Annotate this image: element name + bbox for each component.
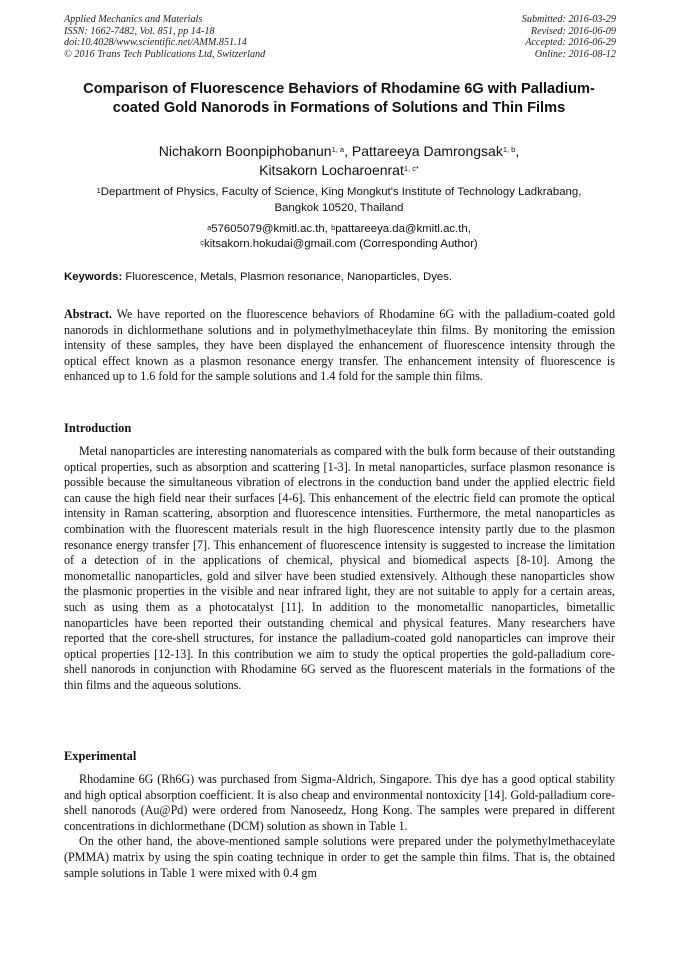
author-list: Nichakorn Boonpiphobanun$^{1, a}$, Pattareeya Damrongsak$^{1, b}$, Kitsakorn Locharoenrat$^{1, c*}$ <box>158 143 520 178</box>
journal-copyright: © 2016 Trans Tech Publications Ltd, Switzerland <box>64 48 266 60</box>
author-superscript: 1, a <box>331 145 345 154</box>
author-superscript: 1, b <box>502 145 516 154</box>
author-name: Pattareeya Damrongsak <box>351 143 503 159</box>
abstract-text: We have reported on the fluorescence behaviors of Rhodamine 6G with the palladium-coated gold nanorods in dichlormethane solutions and in polymethylmethaceylate thin films. By monitoring the emission intensity of these samples, they have been displayed the enhancement of fluorescence intensity through the optical effect known as a plasmon resonance energy transfer. The enhancement intensity of fluorescence is enhanced up to 1.6 fold for the sample solutions and 1.4 fold for the sample thin films. <box>64 307 615 384</box>
email-superscript: b <box>331 223 336 232</box>
affiliation-superscript: 1 <box>96 186 101 195</box>
introduction-paragraph: Metal nanoparticles are interesting nanomaterials as compared with the bulk form because of their outstanding optical properties, such as absorption and scattering [1-3]. In metal nanoparticles, surface plasmon resonance is possible because the simultaneous vibration of electrons in the conduction band under the applied electric field can cause the high field near their surfaces [4-6]. This enhancement of the electric field can promote the optical intensity in Raman scattering, absorption and fluorescence intensities. Furthermore, the metal nanoparticles as combination with the fluorescent materials result in the high fluorescence intensity partly due to the plasmon resonance energy transfer [7]. This enhancement of fluorescence intensity is suggested to increase the limitation of a detection of in the applications of chemical, physical and biomedical aspects [8-10]. Among the monometallic nanoparticles, gold and silver have been studied extensively. Although these nanoparticles show the plasmonic properties in the visible and near infrared light, they are not suitable to apply for a certain areas, such as using them as a photocatalyst [11]. In addition to the monometallic nanoparticles, bimetallic nanoparticles have been reported their outstanding chemical and physical features. Many researchers have reported that the core-shell structures, for instance the palladium-coated gold nanoparticles can improve their optical properties [12-13]. In this contribution we aim to study the optical properties the gold-palladium core-shell nanorods in conjunction with Rhodamine 6G served as the fluorescent materials in the formations of the thin films and the aqueous solutions. <box>64 444 615 692</box>
keywords-label: Keywords: <box>64 271 123 283</box>
journal-header-right <box>522 14 616 60</box>
experimental-paragraph-1: Rhodamine 6G (Rh6G) was purchased from Sigma-Aldrich, Singapore. This dye has a good optical stability and high optical absorption coefficient. It is also cheap and environmental nontoxicity [14]. Gold-palladium core-shell nanorods (Au@Pd) were ordered from Nanoseedz, Hong Kong. The samples were prepared in different concentrations in dichlormethane (DCM) solution as shown in Table 1. <box>64 772 615 833</box>
email-superscript: c <box>200 238 205 247</box>
experimental-paragraph-2: On the other hand, the above-mentioned sample solutions were prepared under the polymethylmethaceylate (PMMA) matrix by using the spin coating technique in order to get the sample thin films. That is, the obtained sample solutions in Table 1 were mixed with 0.4 gm <box>64 834 615 880</box>
author-name: Nichakorn Boonpiphobanun <box>158 143 332 159</box>
introduction-heading: Introduction <box>64 421 132 435</box>
email-link[interactable]: kitsakorn.hokudai@gmail.com (Corresponding Author) <box>204 238 478 250</box>
experimental-heading: Experimental <box>64 749 137 763</box>
keywords <box>64 271 616 283</box>
email-superscript: a <box>207 223 212 232</box>
journal-name: Applied Mechanics and Materials <box>64 14 203 25</box>
introduction-body <box>64 444 615 694</box>
journal-doi: doi:10.4028/www.scientific.net/AMM.851.14 <box>64 37 247 49</box>
affiliation-text: Department of Physics, Faculty of Science, King Mongkut's Institute of Technology Ladkrabang, Bangkok 10520, Thailand <box>100 186 582 214</box>
abstract-label: Abstract. <box>64 307 113 321</box>
author-name: Kitsakorn Locharoenrat <box>259 162 404 178</box>
email-link[interactable]: 57605079@kmitl.ac.th, <box>211 223 328 235</box>
email-link[interactable]: pattareeya.da@kmitl.ac.th, <box>335 223 471 235</box>
abstract <box>64 307 615 385</box>
author-superscript: 1, c* <box>403 164 419 173</box>
keywords-text: Fluorescence, Metals, Plasmon resonance, Nanoparticles, Dyes. <box>125 271 453 283</box>
journal-issn: ISSN: 1662-7482, Vol. 851, pp 14-18 <box>64 25 215 37</box>
date-submitted: Submitted: 2016-03-29 <box>521 14 616 25</box>
journal-header-left <box>64 14 265 60</box>
author-emails <box>80 222 598 252</box>
affiliation <box>80 185 598 216</box>
experimental-body <box>64 772 615 881</box>
paper-title: Comparison of Fluorescence Behaviors of Rhodamine 6G with Palladium-coated Gold Nanorods in Formations of Solutions and Thin Films <box>83 81 595 116</box>
date-accepted: Accepted: 2016-06-29 <box>525 37 616 49</box>
date-revised: Revised: 2016-06-09 <box>530 25 616 37</box>
date-online: Online: 2016-08-12 <box>534 48 616 60</box>
